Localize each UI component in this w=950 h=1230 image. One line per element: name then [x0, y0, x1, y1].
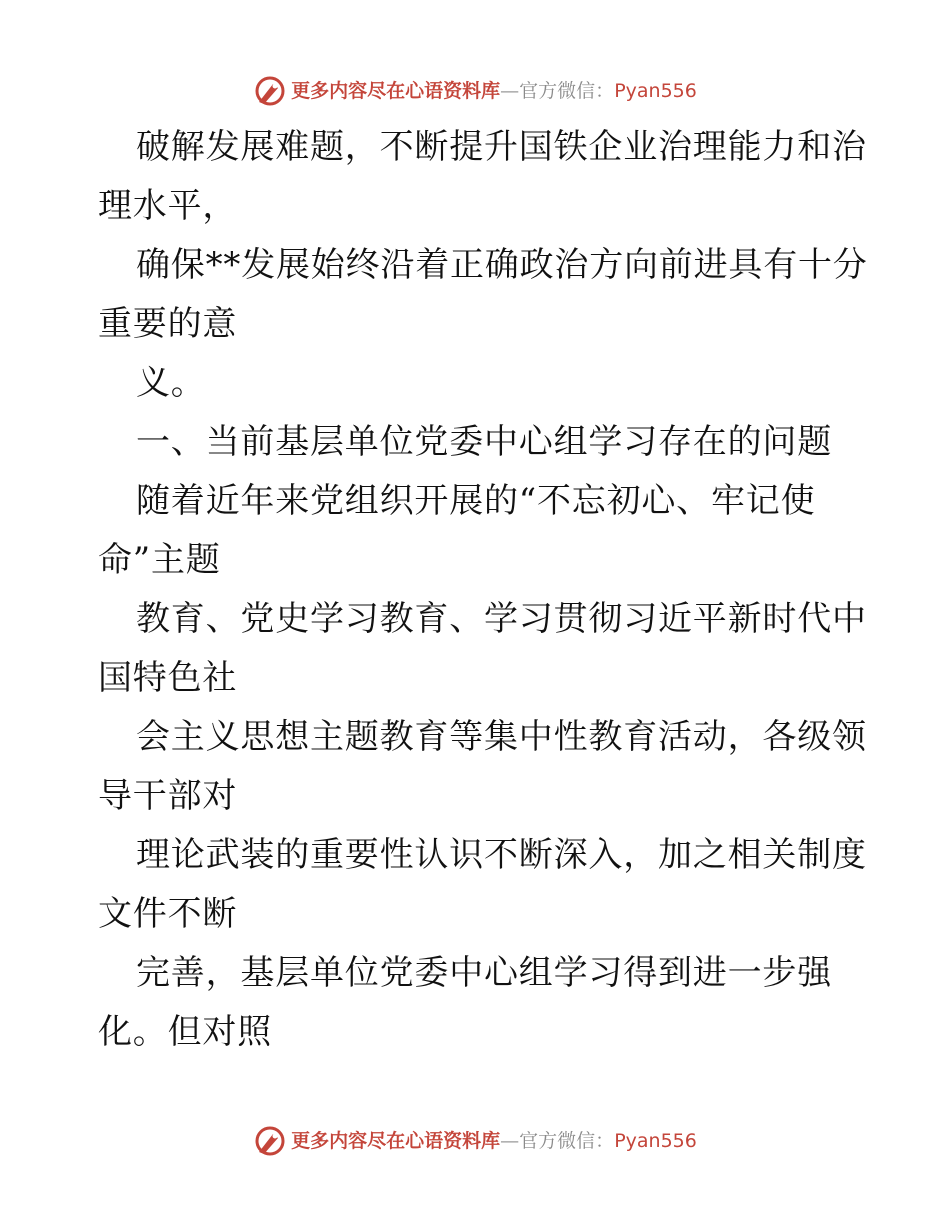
watermark-dash: —	[500, 1129, 520, 1152]
body-line: 导干部对	[98, 776, 238, 816]
body-line: 破解发展难题，不断提升国铁企业治理能力和治	[136, 127, 867, 167]
document-body	[98, 118, 868, 1062]
header-watermark	[0, 71, 950, 111]
watermark-id: Pyan556	[614, 79, 697, 102]
body-line: 教育、党史学习教育、学习贯彻习近平新时代中	[136, 599, 867, 639]
watermark-main-text: 更多内容尽在心语资料库	[291, 79, 501, 102]
body-line: 文件不断	[98, 894, 238, 934]
body-line: 国特色社	[98, 658, 238, 698]
section-heading: 一、当前基层单位党委中心组学习存在的问题	[136, 422, 832, 462]
watermark-dash: —	[500, 79, 520, 102]
pen-nib-circle-icon	[253, 74, 287, 108]
pen-nib-circle-icon	[253, 1124, 287, 1158]
footer-watermark	[0, 1121, 950, 1161]
watermark-label: 官方微信：	[519, 1129, 615, 1152]
body-line: 会主义思想主题教育等集中性教育活动，各级领	[136, 717, 867, 757]
body-line: 理论武装的重要性认识不断深入，加之相关制度	[136, 835, 867, 875]
body-line: 理水平，	[98, 186, 238, 226]
body-line: 随着近年来党组织开展的“不忘初心、牢记使	[136, 481, 816, 521]
watermark-id: Pyan556	[614, 1129, 697, 1152]
body-line: 义。	[136, 363, 206, 403]
watermark-label: 官方微信：	[519, 79, 615, 102]
body-line: 化。但对照	[98, 1012, 272, 1052]
body-line: 命”主题	[98, 540, 221, 580]
watermark-main-text: 更多内容尽在心语资料库	[291, 1129, 501, 1152]
body-line: 重要的意	[98, 304, 238, 344]
body-line: 完善，基层单位党委中心组学习得到进一步强	[136, 953, 832, 993]
body-line: 确保**发展始终沿着正确政治方向前进具有十分	[136, 245, 868, 285]
